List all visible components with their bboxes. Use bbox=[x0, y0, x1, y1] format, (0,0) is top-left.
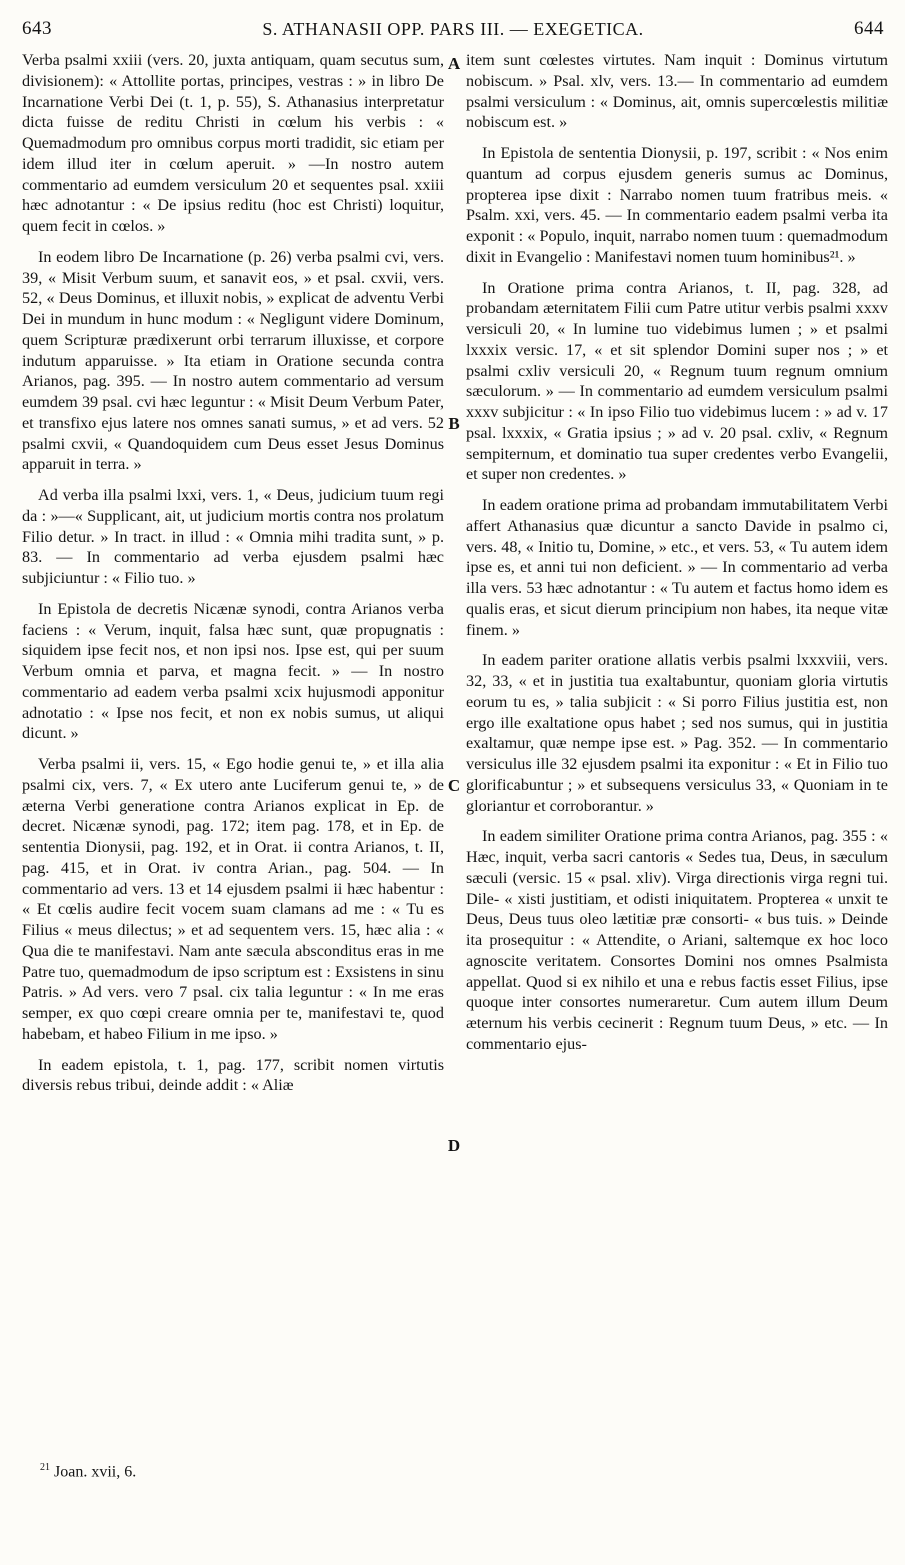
running-title: S. ATHANASII OPP. PARS III. — EXEGETICA. bbox=[262, 18, 644, 39]
right-column bbox=[466, 50, 888, 1065]
footnote-mark: 21 bbox=[40, 1462, 50, 1473]
paragraph: In Epistola de sententia Dionysii, p. 197, scribit : « Nos enim quantum ad corpus ejusdem generis sumus ac Dominus, propterea ipse dixit : Narrabo nomen tuum fratribus meis. « Psalm. xxi, vers. 45. — In commentario eadem psalmi verba ita exponit : « Populo, inquit, narrabo nomen tuum : quemadmodum dixit in Evangelio : Manifestavi nomen tuum hominibus²¹. » bbox=[466, 144, 888, 266]
paragraph: In eadem similiter Oratione prima contra Arianos, pag. 355 : « Hæc, inquit, verba sacri cantoris « Sedes tua, Deus, in sæculum sæculi (versic. 15 « psal. xliv). Virga directionis virga regni tui. Dile- « xisti justitiam, et odisti iniquitatem. Propterea « unxit te Deus, Deus tuus oleo lætitiæ præ consorti- « bus tuis. » Deinde ita prosequitur : « Attendite, o Ariani, saltemque ex hoc loco agnoscite veritatem. Consortes Domini nos omnes Psalmista appellat. Quod si ex nihilo et una e rebus factis esset Filius, ipse quoque inter consortes numeraretur. Cum autem illum Deum æternum his verbis cecinerit : Regnum tuum Deus, » etc. — In commentario ejus- bbox=[466, 827, 888, 1053]
paragraph: Ad verba illa psalmi lxxi, vers. 1, « Deus, judicium tuum regi da : »—« Supplicant, ait, ut judicium mortis contra nos prolatum Filio detur. » In tract. in illud : « Omnia mihi tradita sunt, » p. 83. — In commentario ad verba ejusdem psalmi hæc subjiciuntur : « Filio tuo. » bbox=[22, 486, 444, 587]
page-number-left: 643 bbox=[22, 18, 52, 39]
left-column bbox=[22, 50, 444, 1106]
paragraph: In Oratione prima contra Arianos, t. II, pag. 328, ad probandam æternitatem Filii cum Patre utitur verbis psalmi xxxv versiculi 20, « In lumine tuo videbimus lumen ; » et psalmi lxxxix versic. 17, « et sit splendor Domini super nos ; » et psalmi cxliv versiculi 20, « Regnum tuum regnum omnium sæculorum. » — In commentario ad eumdem versiculum psalmi xxxv subjicitur : « In ipso Filio tuo videbimus lucem : » ad v. 17 psal. lxxxix, « Gratia ipsius ; » ad v. 20 psal. cxliv, « Regnum sempiternum, et dominatio tua super credentes verbo Evangelii, et super non credentes. » bbox=[466, 278, 888, 484]
paragraph: item sunt cœlestes virtutes. Nam inquit : Dominus virtutum nobiscum. » Psal. xlv, vers. 13.— In commentario ad eumdem psalmi versiculum : « Dominus, ait, omnis supercœlestis militiæ nobiscum est. » bbox=[466, 51, 888, 132]
paragraph: In eodem libro De Incarnatione (p. 26) verba psalmi cvi, vers. 39, « Misit Verbum suum, et sanavit eos, » et psal. cxvii, vers. 52, « Deus Dominus, et illuxit nobis, » explicat de adventu Verbi Dei in mundum in hunc modum : « Negligunt videre Dominum, quem Scripturæ prædixerunt orbi terrarum illuxisse, et corpore indutum apparuisse. » Ita etiam in Oratione secunda contra Arianos, pag. 395. — In nostro autem commentario ad versum eumdem 39 psal. cvi hæc leguntur : « Misit Deum Verbum Pater, et transfixo ejus latere nos omnes sanati sumus, » et ad vers. 52 psalmi cxvii, « Quandoquidem cum Deus esset Jesus Dominus apparuit in terra. » bbox=[22, 247, 444, 474]
footnote bbox=[40, 1462, 136, 1481]
footnote-text: Joan. xvii, 6. bbox=[54, 1463, 137, 1481]
margin-marker-d: D bbox=[447, 1136, 461, 1155]
margin-marker-a: A bbox=[447, 54, 461, 73]
page-number-right: 644 bbox=[854, 18, 884, 39]
page-header bbox=[22, 14, 884, 44]
paragraph: Verba psalmi xxiii (vers. 20, juxta antiquam, quam secutus sum, divisionem): « Attollite portas, principes, vestras : » in libro De Incarnatione Verbi Dei (t. 1, p. 55), S. Athanasius interpretatur dicta fuisse de reditu Christi in cœlum his verbis : « Quemadmodum pro omnibus corpus morti tradidit, sic etiam per idem illud iter in cœlum aperuit. » —In nostro autem commentario ad eumdem versiculum 20 et sequentes psal. xxiii hæc adnotantur : « De ipsius reditu (hoc est Christi) loquitur, quem fecit in cœlos. » bbox=[22, 51, 444, 235]
paragraph: In eadem epistola, t. 1, pag. 177, scribit nomen virtutis diversis rebus tribui, deinde addit : « Aliæ bbox=[22, 1055, 444, 1095]
margin-marker-c: C bbox=[447, 776, 461, 795]
paragraph: In Epistola de decretis Nicænæ synodi, contra Arianos verba faciens : « Verum, inquit, falsa hæc sunt, quæ propugnatis : siquidem ipse fecit nos, et non ipsi nos. Ipse est, qui per suum Verbum omnia et parva, et magna fecit. » — In nostro commentario ad eadem verba psalmi xcix hujusmodi apponitur adnotatio : « Ipse nos fecit, et non ex nobis sumus, ut aliqui dicunt. » bbox=[22, 599, 444, 743]
paragraph: In eadem pariter oratione allatis verbis psalmi lxxxviii, vers. 32, 33, « et in justitia tua exaltabuntur, quoniam gloria virtutis eorum tu es, » talia subjicit : « Si porro Filius justitia est, non ergo ille exaltatione opus habet ; sed nos sumus, qui in justitia exaltamur, quæ nempe ipse est. » Pag. 352. — In commentario versiculus ille 32 ejusdem psalmi ita exponitur : « Et in Filio tuo glorificabuntur ; » et subsequens versiculus 33, « Quoniam in te gloriantur et corroborantur. » bbox=[466, 651, 888, 815]
paragraph: Verba psalmi ii, vers. 15, « Ego hodie genui te, » et illa alia psalmi cix, vers. 7, « Ex utero ante Luciferum genui te, » de æterna Verbi generatione contra Arianos explicat in Ep. de decret. Nicænæ synodi, pag. 172; item pag. 178, et in Ep. de sententia Dionysii, pag. 192, et in Orat. ii contra Arianos, t. II, pag. 415, et in Orat. iv contra Arian., pag. 504. — In commentario ad vers. 13 et 14 ejusdem psalmi ii hæc habentur : « Et cœlis audire fecit vocem suam clamans ad me : « Tu es Filius « meus dilectus; » et ad sequentem vers. 15, hæc alia : « Qua die te manifestavi. Nam ante sæcula absconditus eras in me Patre tuo, quemadmodum de ipso scriptum est : Exsistens in sinu Patris. » Ad vers. vero 7 psal. cix talia leguntur : « In me eras semper, ex quo cœpi creare omnia per te, manifestavi te, quod habebam, et habeo Filium in me ipso. » bbox=[22, 755, 444, 1043]
paragraph: In eadem oratione prima ad probandam immutabilitatem Verbi affert Athanasius quæ dicuntur a sancto Davide in psalmo ci, vers. 48, « Initio tu, Domine, » etc., et vers. 53, « Tu autem idem ipse es, et anni tui non deficient. » — In commentario ad verba illa vers. 53 hæc adnotantur : « Tu autem et factus homo idem es qualis eras, et sicut dierum principium non habes, ita neque vitæ finem. » bbox=[466, 496, 888, 639]
margin-marker-b: B bbox=[448, 414, 460, 433]
